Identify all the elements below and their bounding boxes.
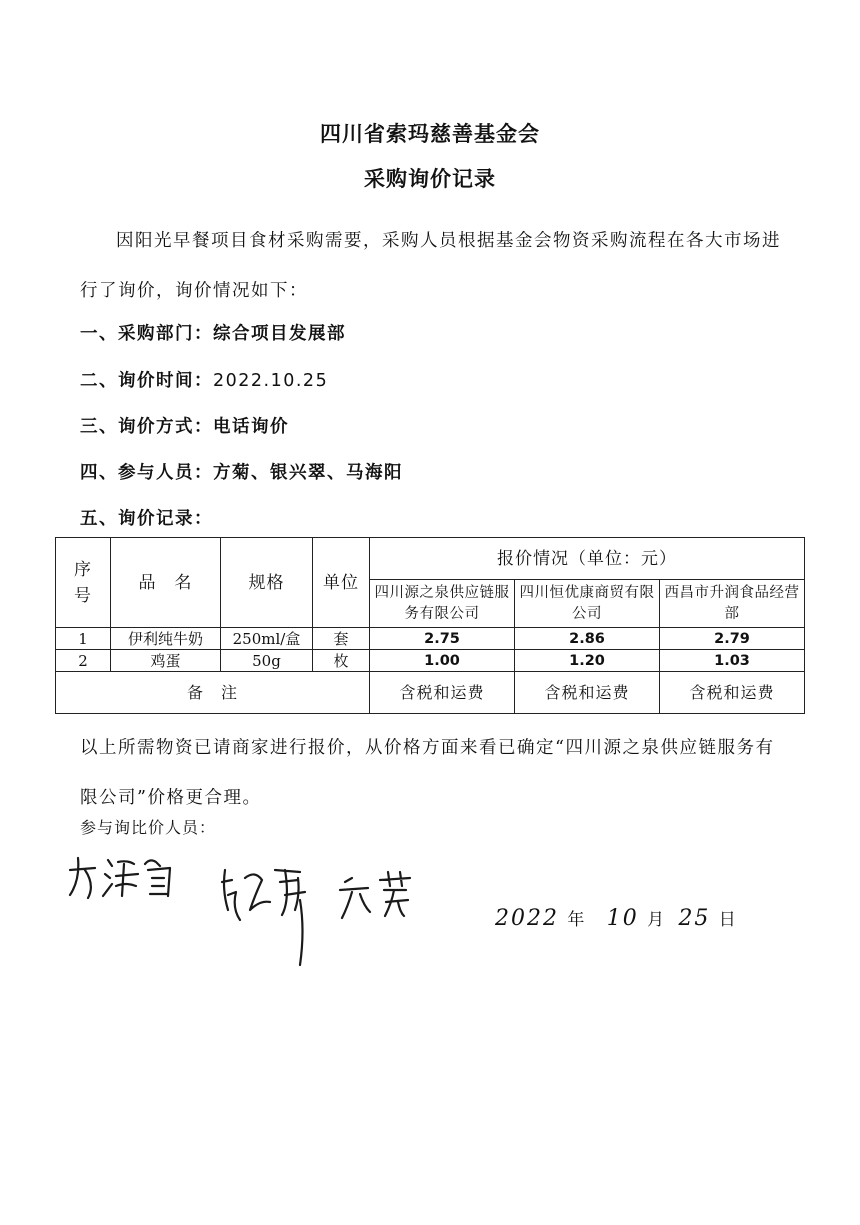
table-remark-row [56, 672, 805, 714]
supplier-3: 西昌市升润食品经营部 [660, 580, 805, 628]
conclusion-paragraph: 以上所需物资已请商家进行报价，从价格方面来看已确定“四川源之泉供应链服务有限公司”价格更合理。 [80, 738, 775, 808]
cell-unit: 套 [313, 628, 370, 650]
cell-spec: 250ml/盒 [221, 628, 313, 650]
item-label: 三、询价方式： [80, 417, 213, 437]
item-value: 2022.10.25 [213, 371, 329, 391]
date-year: 2022 [495, 906, 559, 931]
table-row [56, 628, 805, 650]
date-day-char: 日 [718, 910, 738, 930]
cell-price: 1.03 [660, 650, 805, 672]
quote-table [55, 537, 805, 714]
remark-cell: 含税和运费 [370, 672, 515, 714]
intro-paragraph: 因阳光早餐项目食材采购需要，采购人员根据基金会物资采购流程在各大市场进行了询价，询价情况如下： [80, 231, 781, 301]
item-participants [80, 459, 403, 484]
signature-1 [70, 858, 170, 898]
header-quote: 报价情况（单位：元） [370, 538, 805, 580]
supplier-1: 四川源之泉供应链服务有限公司 [370, 580, 515, 628]
item-value: 电话询价 [213, 417, 289, 437]
item-inquiry-method [80, 413, 289, 438]
cell-price: 1.20 [515, 650, 660, 672]
remark-label: 备 注 [56, 672, 370, 714]
date-month: 10 [606, 906, 639, 931]
item-value: 综合项目发展部 [213, 324, 346, 344]
item-label: 二、询价时间： [80, 371, 213, 391]
cell-price: 2.86 [515, 628, 660, 650]
item-label: 一、采购部门： [80, 324, 213, 344]
header-name: 品 名 [111, 538, 221, 628]
supplier-2: 四川恒优康商贸有限公司 [515, 580, 660, 628]
signature-3 [340, 872, 410, 918]
cell-price: 1.00 [370, 650, 515, 672]
date-month-char: 月 [647, 910, 667, 930]
item-department [80, 320, 346, 345]
remark-cell: 含税和运费 [515, 672, 660, 714]
cell-price: 2.75 [370, 628, 515, 650]
remark-cell: 含税和运费 [660, 672, 805, 714]
item-label: 五、询价记录： [80, 509, 213, 529]
header-seq: 序号 [56, 538, 111, 628]
signature-2 [222, 870, 305, 965]
item-records [80, 505, 213, 530]
cell-price: 2.79 [660, 628, 805, 650]
item-label: 四、参与人员： [80, 463, 213, 483]
cell-spec: 50g [221, 650, 313, 672]
cell-seq: 1 [56, 628, 111, 650]
item-inquiry-time [80, 367, 328, 392]
date-day: 25 [678, 906, 711, 931]
table-header-row [56, 538, 805, 580]
org-title: 四川省索玛慈善基金会 [320, 122, 540, 146]
header-spec: 规格 [221, 538, 313, 628]
signing-date [495, 905, 738, 931]
date-year-char: 年 [567, 910, 587, 930]
item-value: 方菊、银兴翠、马海阳 [213, 463, 403, 483]
cell-unit: 枚 [313, 650, 370, 672]
cell-name: 伊利纯牛奶 [111, 628, 221, 650]
participants-label: 参与询比价人员： [80, 818, 217, 837]
document-title: 采购询价记录 [364, 167, 496, 191]
cell-name: 鸡蛋 [111, 650, 221, 672]
table-row [56, 650, 805, 672]
cell-seq: 2 [56, 650, 111, 672]
header-unit: 单位 [313, 538, 370, 628]
